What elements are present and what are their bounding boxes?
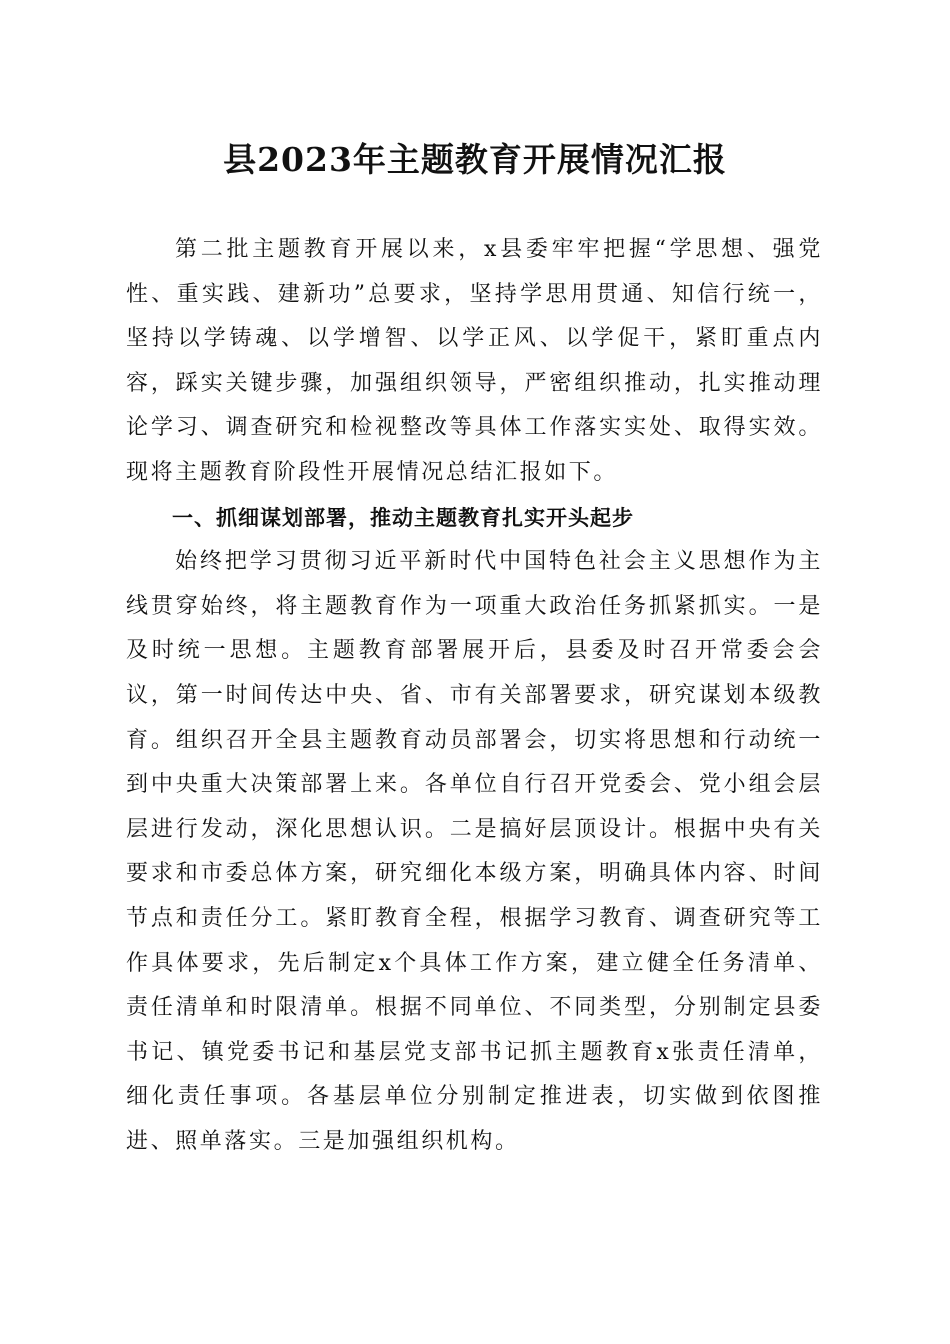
section-heading-1: 一、抓细谋划部署，推动主题教育扎实开头起步 (172, 505, 634, 530)
document-title: 县2023年主题教育开展情况汇报 (223, 140, 727, 179)
section-paragraph-1: 始终把学习贯彻习近平新时代中国特色社会主义思想作为主线贯穿始终，将主题教育作为一项重大政治任务抓紧抓实。一是及时统一思想。主题教育部署展开后，县委及时召开常委会会议，第一时间传达中央、省、市有关部署要求，研究谋划本级教育。组织召开全县主题教育动员部署会，切实将思想和行动统一到中央重大决策部署上来。各单位自行召开党委会、党小组会层层进行发动，深化思想认识。二是搞好层顶设计。根据中央有关要求和市委总体方案，研究细化本级方案，明确具体内容、时间节点和责任分工。紧盯教育全程，根据学习教育、调查研究等工作具体要求，先后制定x个具体工作方案，建立健全任务清单、责任清单和时限清单。根据不同单位、不同类型，分别制定县委书记、镇党委书记和基层党支部书记抓主题教育x张责任清单，细化责任事项。各基层单位分别制定推进表，切实做到依图推进、照单落实。三是加强组织机构。 (126, 549, 823, 1154)
document-body (126, 228, 823, 1164)
intro-paragraph: 第二批主题教育开展以来，x县委牢牢把握“学思想、强党性、重实践、建新功”总要求，坚持学思用贯通、知信行统一，坚持以学铸魂、以学增智、以学正风、以学促干，紧盯重点内容，踩实关键步骤，加强组织领导，严密组织推动，扎实推动理论学习、调查研究和检视整改等具体工作落实实处、取得实效。现将主题教育阶段性开展情况总结汇报如下。 (126, 237, 823, 485)
